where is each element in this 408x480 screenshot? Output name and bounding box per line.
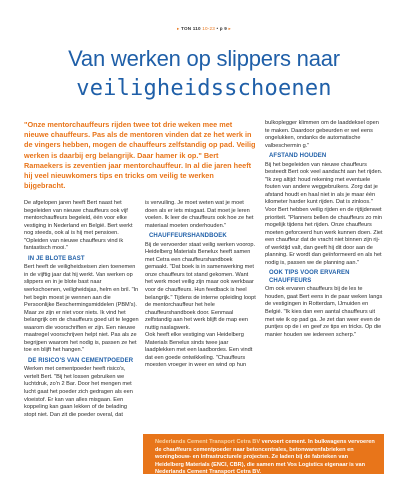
paragraph: Bij de vervoerder staat veilig werken voorop. Heidelberg Materials Benelux heeft samen met Cetra een chauffeurshandboek gemaakt. "Dat boek is in samenwerking met onze chauffeurs tot stand gekomen. Want het werk moet veilig zijn maar ook werkbaar voor de chauffeurs. Hun feedback is heel belangrijk." Tijdens de interne opleiding loopt de mentorchauffeur het hele chauffeurshandboek door. Eenmaal zelfstandig aan het werk blijft de map een nuttig naslagwerk.: [145, 241, 256, 331]
paragraph: Werken met cementpoeder heeft risico's, vertelt Bert. "Bij het lossen gebruiken we luchtdruk, zo'n 2 Bar. Door het mengen met lucht gaat het poeder zich gedragen als een vloeistof. Er kan van alles misgaan. Een koppeling kan gaan lekken of de belading stopt niet. Dan zit die poeder overal, dat: [24, 366, 133, 418]
article-title-line2: veiligheidsschoenen: [76, 76, 332, 101]
separator: •: [216, 26, 219, 31]
subheading: DE RISICO'S VAN CEMENTPOEDER: [28, 357, 134, 364]
subheading: OOK TIPS VOOR ERVAREN CHAUFFEURS: [269, 270, 350, 284]
triangle-icon: ▸: [177, 26, 180, 31]
publication-name: TON 110: [181, 26, 201, 31]
paragraph: Ook heeft elke vestiging van Heidelberg Materials Benelux sinds twee jaar laadplekken met een laadbordes. Een vindt dat een goede ontwikkeling. "Chauffeurs moesten vroeger in weer en wind op hun: [145, 332, 253, 369]
company-info-text: vervoert cement. In bulkwagens vervoeren de chauffeurs cementpoeder naar betoncentrales, betonwarenfabrieken en woningbouw- en infrastructurele projecten. Ze laden bij de fabrieken van Heidelberg Materials (ENCI, CBR), die samen met Vos Logistics eigenaar is van Nederlands Cement Transport Cetra BV.: [155, 439, 375, 476]
page-number: p 9: [219, 26, 227, 31]
page-header: [0, 26, 408, 32]
subheading: IN JE BLOTE BAST: [28, 255, 85, 262]
paragraph: is vervuiling. Je moet weten wat je moet doen als er iets misgaat. Dat moet je leren voelen. Ik leer de chauffeurs ook hoe ze het materiaal moeten onderhouden.": [145, 200, 254, 229]
paragraph: Om ook ervaren chauffeurs bij de les te houden, gaat Bert eens in de paar weken langs de vestigingen in Rotterdam, IJmuiden en Belgié. "Ik kies dan een aantal chauffeurs uit met wie ik op pad ga. Je zet dan weer even de puntjes op de i en geef ze tips en tricks. Op die manier houden we iedereen scherp.": [265, 286, 383, 338]
article-title-line1: Van werken op slippers naar: [68, 46, 340, 71]
paragraph: bulkoplegger klimmen om de laaddeksel open te maken. Daardoor gebeurden er wel eens ongelukken, ondanks de automatische valbeschermin g.": [265, 120, 379, 149]
company-name-highlight: Nederlands Cement Transport Cetra BV: [155, 439, 261, 445]
triangle-right-icon: ▸: [228, 26, 231, 31]
paragraph: Bert heeft de veiligheidseisen zien toenemen in de vijftig jaar dat hij werkt. Van werken op slippers en in je blote bast naar werkschoenen, veiligheidsjas, helm en bril. "In het begin moest je wennen aan die Persoonlijke Beschermingsmiddelen (PBM's). Maar ze zijn er niet voor niets. Ik vind het belangrijk om de chauffeurs goed uit te leggen waarom die voorschriften er zijn. Een nieuwe maatregel voorschrijven helpt niet. Pas als ze begrijpen waarom het nodig is, passen ze het toe en blijft het hangen.": [24, 264, 139, 354]
paragraph: De afgelopen jaren heeft Bert naast het begeleiden van nieuwe chauffeurs ook vijf mentorchauffeurs begeleid, één voor elke vestiging in Nederland en België. Bert werkt nog steeds, ook al is hij met pensioen. "Opleiden van nieuwe chauffeurs vind ik fantastisch mooi.": [24, 200, 133, 252]
column-3: [265, 120, 383, 339]
company-info-box: [143, 434, 384, 474]
subheading: CHAUFFEURSHANDBOEK: [149, 233, 227, 240]
column-1: [24, 200, 140, 419]
issue-number: 10-23: [202, 26, 215, 31]
paragraph: Bij het begeleiden van nieuwe chauffeurs besteedt Bert ook veel aandacht aan het rijden. "Ik zeg altijd: houd rekening met eventuele fouten van andere weggebruikers. Zorg dat je afstand houdt en haal niet in als je maar één kilometer harder kunt rijden. Dat is zinloos." Voor Bert hebben veilig rijden en de rijtijdenwet prioriteit. "Planners bellen de chauffeurs zo min mogelijk tijdens het rijden. Onze chauffeurs moeten geforceerd hun werk kunnen doen. Ziet een chauffeur dat de vracht niet binnen zijn rij- of werktijd valt, dan geeft hij dit door aan de planning. Er wordt dan geïnformeerd en als het nodig is, passen we de planning aan.": [265, 161, 383, 266]
subheading: AFSTAND HOUDEN: [269, 153, 327, 160]
column-2: [145, 200, 257, 370]
article-lead: "Onze mentorchauffeurs rijden twee tot drie weken mee met nieuwe chauffeurs. Pas als de mentoren vinden dat ze het werk in de vingers hebben, mogen de chauffeurs zelfstandig op pad. Veilig werken is daarbij erg belangrijk. Daar hamer ik op." Bert Ramaekers is zeventien jaar mentorchauffeur. In al die jaren heeft hij veel nieuwkomers tips en tricks om veilig te werken bijgebracht.: [24, 120, 256, 191]
